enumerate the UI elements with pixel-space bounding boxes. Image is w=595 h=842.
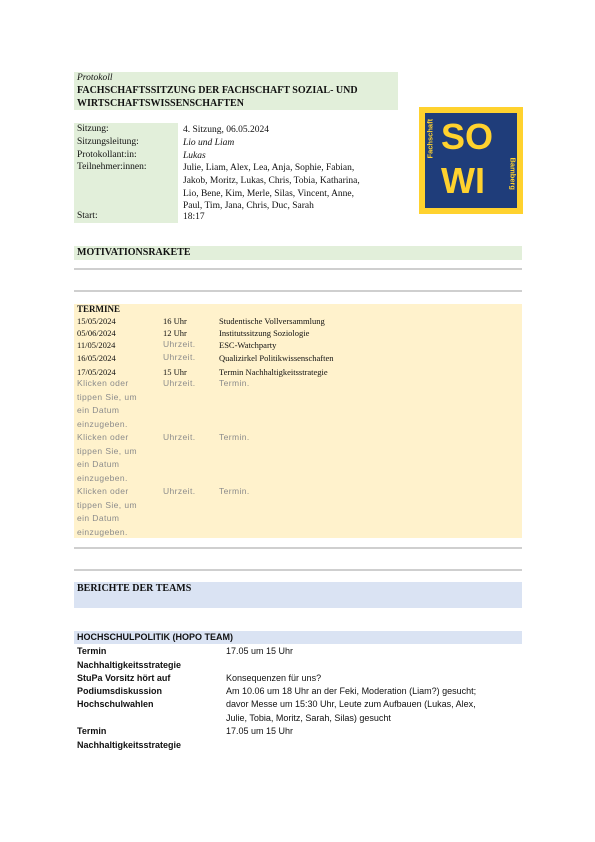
title-line-2: WIRTSCHAFTSWISSENSCHAFTEN	[77, 98, 244, 109]
hopo-row-value: davor Messe um 15:30 Uhr, Leute zum Aufbauen (Lukas, Alex, Julie, Tobia, Moritz, Sarah, Silas) gesucht	[226, 699, 476, 723]
teilnehmer-line: Jakob, Moritz, Lukas, Chris, Tobia, Katharina,	[183, 175, 360, 186]
motivationsrakete-heading: MOTIVATIONSRAKETE	[77, 247, 191, 258]
protokoll-label: Protokollant:in:	[77, 150, 137, 160]
sitzung-label: Sitzung:	[77, 124, 109, 134]
berichte-heading: BERICHTE DER TEAMS	[77, 583, 192, 594]
termin-time-placeholder[interactable]: Uhrzeit.	[163, 352, 196, 362]
termin-date: 17/05/2024	[77, 367, 116, 377]
termin-time: 16 Uhr	[163, 316, 187, 326]
logo-panel	[425, 113, 517, 208]
hopo-row-value: 17.05 um 15 Uhr	[226, 726, 294, 736]
hopo-heading: HOCHSCHULPOLITIK (HOPO TEAM)	[77, 632, 233, 642]
date-placeholder[interactable]: Klicken oder tippen Sie, um ein Datum einzugeben.	[77, 486, 137, 537]
hopo-row-label: Hochschulwahlen	[77, 699, 154, 709]
sowi-logo	[419, 107, 523, 214]
time-placeholder[interactable]: Uhrzeit.	[163, 486, 196, 496]
hopo-row-value: Konsequenzen für uns?	[226, 673, 322, 683]
termin-time-placeholder[interactable]: Uhrzeit.	[163, 339, 196, 349]
protokoll-value: Lukas	[183, 151, 206, 161]
start-value: 18:17	[183, 212, 205, 222]
termin-time: 12 Uhr	[163, 328, 187, 338]
time-placeholder[interactable]: Uhrzeit.	[163, 378, 196, 388]
time-placeholder[interactable]: Uhrzeit.	[163, 432, 196, 442]
event-placeholder[interactable]: Termin.	[219, 378, 250, 388]
termin-event: ESC-Watchparty	[219, 340, 277, 350]
termin-date: 11/05/2024	[77, 340, 116, 350]
divider	[74, 290, 522, 292]
logo-bamberg-text: Bamberg	[508, 157, 518, 191]
hopo-row-value: 17.05 um 15 Uhr	[226, 646, 294, 656]
teilnehmer-list	[183, 162, 403, 213]
document-kind: Protokoll	[77, 73, 113, 83]
termin-date: 05/06/2024	[77, 328, 116, 338]
termin-date: 15/05/2024	[77, 316, 116, 326]
termin-event: Termin Nachhaltigkeitsstrategie	[219, 367, 328, 377]
termine-heading: TERMINE	[77, 304, 121, 314]
start-label: Start:	[77, 211, 98, 221]
hopo-row-label: StuPa Vorsitz hört auf	[77, 673, 171, 683]
sitzung-value: 4. Sitzung, 06.05.2024	[183, 125, 270, 135]
teilnehmer-label: Teilnehmer:innen:	[77, 162, 147, 172]
termin-date: 16/05/2024	[77, 353, 116, 363]
divider	[74, 547, 522, 549]
leitung-value: Lio und Liam	[183, 138, 235, 148]
termin-event: Institutssitzung Soziologie	[219, 328, 310, 338]
teilnehmer-line: Lio, Bene, Kim, Merle, Silas, Vincent, Anne,	[183, 188, 355, 199]
termin-time: 15 Uhr	[163, 367, 187, 377]
date-placeholder[interactable]: Klicken oder tippen Sie, um ein Datum einzugeben.	[77, 378, 137, 429]
teilnehmer-line: Paul, Tim, Jana, Chris, Duc, Sarah	[183, 201, 314, 212]
title-line-1: FACHSCHAFTSSITZUNG DER FACHSCHAFT SOZIAL- UND	[77, 85, 358, 96]
event-placeholder[interactable]: Termin.	[219, 486, 250, 496]
document-title	[77, 84, 397, 110]
logo-text-so: SO	[441, 116, 494, 157]
divider	[74, 268, 522, 270]
date-placeholder[interactable]: Klicken oder tippen Sie, um ein Datum einzugeben.	[77, 432, 137, 483]
hopo-row-label: Podiumsdiskussion	[77, 686, 163, 696]
hopo-row-label: Termin Nachhaltigkeitsstrategie	[77, 646, 182, 670]
termin-event: Qualizirkel Politikwissenschaften	[219, 353, 334, 363]
hopo-row-label: Termin Nachhaltigkeitsstrategie	[77, 726, 182, 750]
divider	[74, 569, 522, 571]
leitung-label: Sitzungsleitung:	[77, 137, 139, 147]
termin-event: Studentische Vollversammlung	[219, 316, 325, 326]
event-placeholder[interactable]: Termin.	[219, 432, 250, 442]
hopo-row-value: Am 10.06 um 18 Uhr an der Feki, Moderation (Liam?) gesucht;	[226, 686, 477, 696]
logo-fachschaft-text: Fachschaft	[425, 118, 435, 159]
termine-section	[74, 304, 522, 538]
logo-text-wi: WI	[441, 160, 485, 201]
teilnehmer-line: Julie, Liam, Alex, Lea, Anja, Sophie, Fabian,	[183, 163, 355, 173]
